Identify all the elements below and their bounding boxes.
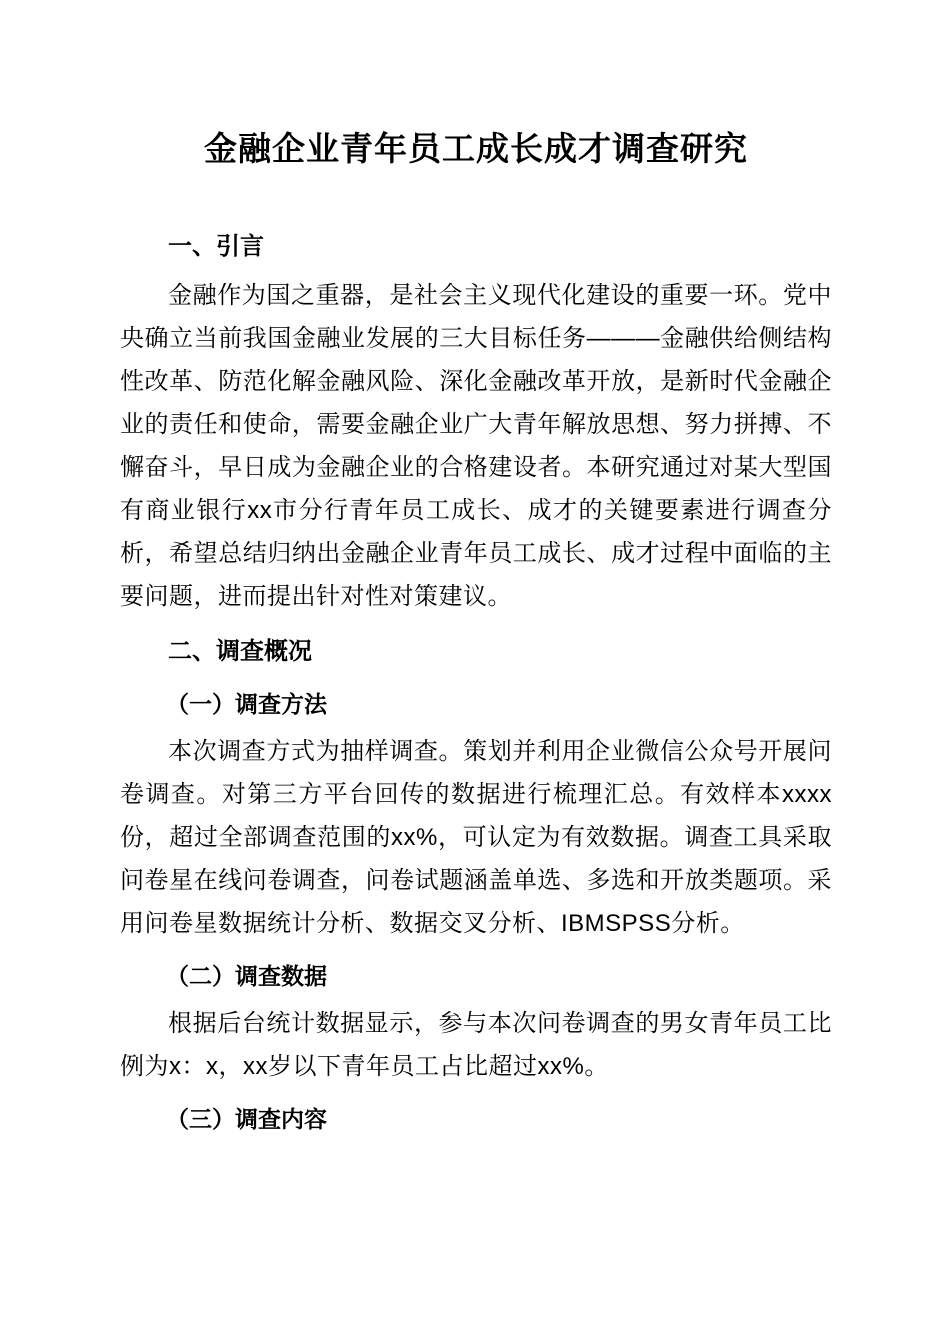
subsection-heading-survey-data: （二）调查数据	[166, 963, 327, 990]
introduction-paragraph: 金融作为国之重器，是社会主义现代化建设的重要一环。党中央确立当前我国金融业发展的三大目标任务———金融供给侧结构性改革、防范化解金融风险、深化金融改革开放，是新时代金融企业的责任和使命，需要金融企业广大青年解放思想、努力拼搏、不懈奋斗，早日成为金融企业的合格建设者。本研究通过对某大型国有商业银行xx市分行青年员工成长、成才的关键要素进行调查分析，希望总结归纳出金融企业青年员工成长、成才过程中面临的主要问题，进而提出针对性对策建议。	[120, 282, 832, 611]
section-heading-survey-overview: 二、调查概况	[168, 638, 312, 666]
survey-data-paragraph: 根据后台统计数据显示，参与本次问卷调查的男女青年员工比例为x：x，xx岁以下青年员工占比超过xx%。	[120, 1010, 832, 1081]
document-title: 金融企业青年员工成长成才调查研究	[204, 130, 748, 167]
survey-method-paragraph: 本次调查方式为抽样调查。策划并利用企业微信公众号开展问卷调查。对第三方平台回传的数据进行梳理汇总。有效样本xxxx份，超过全部调查范围的xx%，可认定为有效数据。调查工具采取问卷星在线问卷调查，问卷试题涵盖单选、多选和开放类题项。采用问卷星数据统计分析、数据交叉分析、IBMSPSS分析。	[120, 738, 832, 938]
section-heading-introduction: 一、引言	[168, 233, 264, 261]
subsection-heading-survey-method: （一）调查方法	[166, 691, 327, 718]
subsection-heading-survey-content: （三）调查内容	[166, 1106, 327, 1133]
